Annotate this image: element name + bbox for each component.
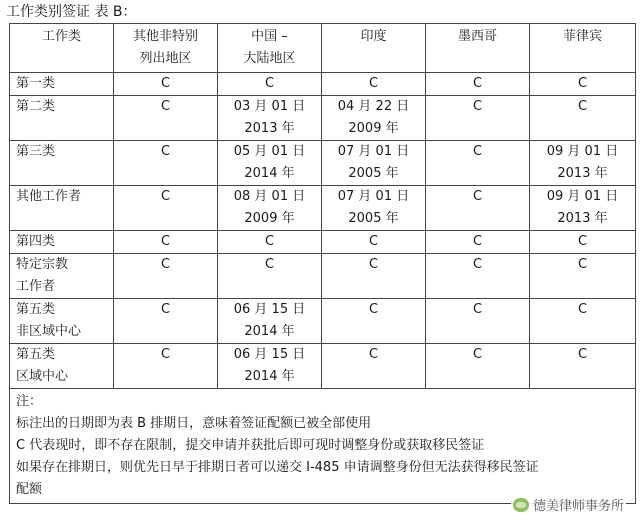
value-cell [218,254,322,299]
line-2: 列出地区 [139,51,192,66]
line-1: C [472,302,483,317]
line-1: 第四类 [16,234,56,249]
line-1: 03 月 01 日 [233,99,306,114]
value-cell [218,299,322,344]
value-cell [114,96,218,141]
line-2: 大陆地区 [243,51,296,66]
value-cell [322,186,426,231]
value-cell [322,231,426,254]
value-cell [426,96,530,141]
line-1: C [368,234,379,249]
category-cell [10,299,114,344]
watermark [511,495,626,514]
category-cell [10,231,114,254]
column-header [10,24,114,73]
line-1: C [264,257,275,272]
line-1: 第二类 [16,99,56,114]
line-1: 工作类 [41,29,81,44]
line-1: 09 月 01 日 [546,144,619,159]
category-cell [10,186,114,231]
note-line: 标注出的日期即为表 B 排期日，意味着签证配额已被全部使用 [16,416,372,431]
line-1: C [160,76,171,91]
line-2: 2014 年 [244,166,295,181]
value-cell [218,73,322,96]
line-1: 第三类 [16,144,56,159]
category-cell [10,73,114,96]
value-cell [426,73,530,96]
line-1: C [160,99,171,114]
line-1: 其他工作者 [16,189,82,204]
line-1: 中国 – [251,29,288,44]
value-cell [114,73,218,96]
line-2: 非区域中心 [16,324,82,339]
line-1: 05 月 01 日 [233,144,306,159]
value-cell [530,254,636,299]
line-2: 2009 年 [348,121,399,136]
line-1: 06 月 15 日 [233,302,306,317]
value-cell [530,141,636,186]
wechat-icon [513,498,529,512]
table-row [10,344,636,389]
value-cell [530,73,636,96]
line-1: C [577,257,588,272]
value-cell [322,299,426,344]
line-1: 07 月 01 日 [337,144,410,159]
category-cell [10,254,114,299]
line-1: C [472,189,483,204]
category-cell [10,141,114,186]
line-2: 2005 年 [348,211,399,226]
line-1: 特定宗教 [16,257,69,272]
value-cell [322,73,426,96]
line-1: 06 月 15 日 [233,347,306,362]
value-cell [322,141,426,186]
line-1: C [472,257,483,272]
value-cell [114,254,218,299]
line-1: C [472,347,483,362]
line-1: C [472,234,483,249]
line-2: 2009 年 [244,211,295,226]
line-1: C [160,257,171,272]
value-cell [530,96,636,141]
line-1: C [264,76,275,91]
value-cell [114,141,218,186]
note-line: 如果存在排期日，则优先日早于排期日者可以递交 I-485 申请调整身份但无法获得移民签证 [16,460,539,475]
value-cell [218,186,322,231]
table-row [10,231,636,254]
line-1: C [577,347,588,362]
value-cell [218,231,322,254]
value-cell [530,231,636,254]
line-1: C [160,302,171,317]
line-2: 2014 年 [244,369,295,384]
table-row [10,254,636,299]
watermark-text: 德美律师事务所 [532,499,624,514]
line-2: 区域中心 [16,369,69,384]
table-row [10,96,636,141]
line-1: C [472,76,483,91]
line-1: C [368,347,379,362]
line-1: C [160,234,171,249]
column-header [322,24,426,73]
value-cell [426,186,530,231]
note-line: C 代表现时，即不存在限制，提交申请并获批后即可现时调整身份或获取移民签证 [16,438,485,453]
value-cell [426,299,530,344]
category-cell [10,96,114,141]
line-1: C [160,144,171,159]
line-2: 2014 年 [244,324,295,339]
value-cell [218,344,322,389]
value-cell [530,186,636,231]
line-1: C [472,144,483,159]
line-1: C [577,234,588,249]
line-1: 第五类 [16,302,56,317]
line-2: 2013 年 [557,211,608,226]
value-cell [218,141,322,186]
value-cell [426,254,530,299]
line-1: 墨西哥 [457,29,497,44]
header-row [10,24,636,73]
note-line: 配额 [16,482,43,497]
value-cell [114,299,218,344]
line-1: C [160,189,171,204]
line-2: 2005 年 [348,166,399,181]
value-cell [218,96,322,141]
value-cell [114,186,218,231]
value-cell [426,141,530,186]
value-cell [114,231,218,254]
line-1: 09 月 01 日 [546,189,619,204]
category-cell [10,344,114,389]
visa-bulletin-table [9,23,636,504]
line-1: C [472,99,483,114]
value-cell [322,96,426,141]
line-1: C [577,76,588,91]
line-1: C [577,99,588,114]
table-row [10,141,636,186]
table-row [10,186,636,231]
column-header [426,24,530,73]
value-cell [530,299,636,344]
line-2: 工作者 [16,279,56,294]
line-1: 印度 [360,29,387,44]
column-header [218,24,322,73]
line-1: C [368,302,379,317]
value-cell [426,231,530,254]
column-header [530,24,636,73]
line-1: C [160,347,171,362]
line-1: 04 月 22 日 [337,99,410,114]
table-row [10,73,636,96]
line-1: C [264,234,275,249]
table-row [10,299,636,344]
value-cell [530,344,636,389]
line-1: C [368,76,379,91]
line-2: 2013 年 [557,166,608,181]
notes-heading: 注： [16,394,43,409]
notes-cell [10,389,636,504]
line-1: C [577,302,588,317]
column-header [114,24,218,73]
line-1: C [368,257,379,272]
value-cell [426,344,530,389]
line-1: 07 月 01 日 [337,189,410,204]
line-1: 第一类 [16,76,56,91]
line-2: 2013 年 [244,121,295,136]
line-1: 其他非特别 [132,29,198,44]
table-caption: 工作类别签证 表 B： [6,4,137,20]
value-cell [114,344,218,389]
line-1: 菲律宾 [562,29,602,44]
value-cell [322,254,426,299]
value-cell [322,344,426,389]
notes-row [10,389,636,504]
line-1: 第五类 [16,347,56,362]
line-1: 08 月 01 日 [233,189,306,204]
